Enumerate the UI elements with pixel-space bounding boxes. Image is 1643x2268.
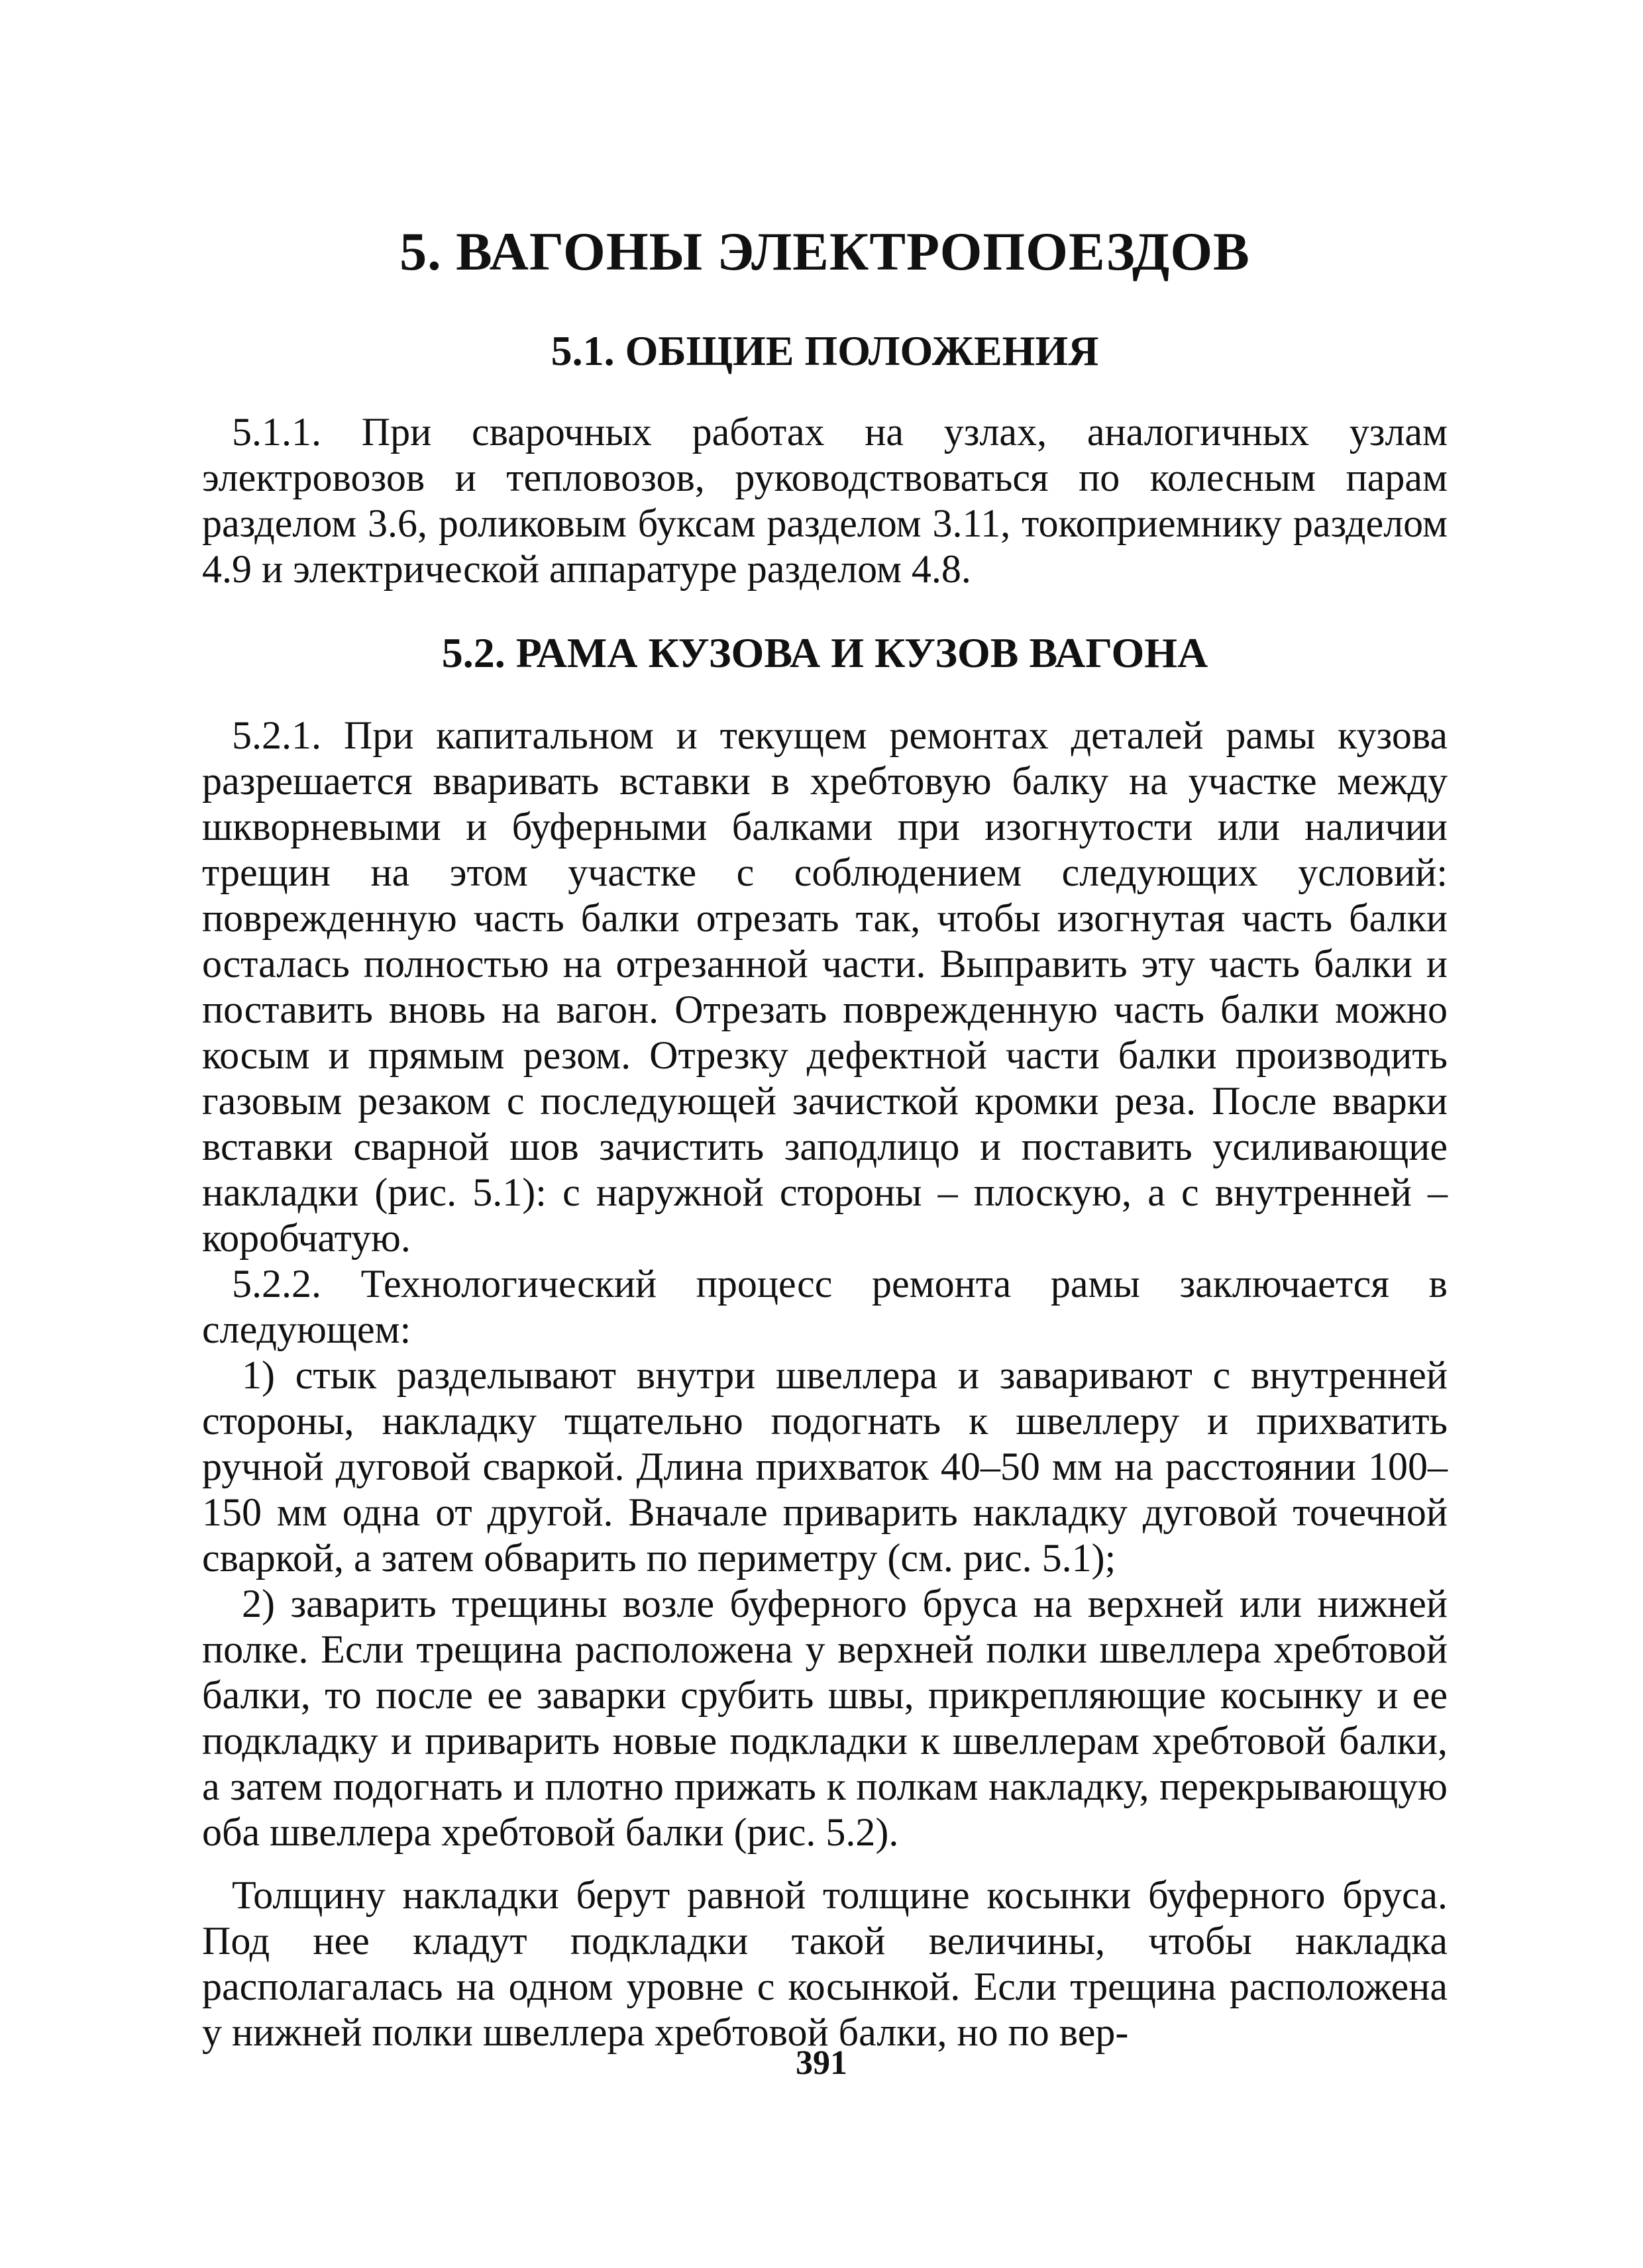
list-item-1: 1) стык разделывают внутри швеллера и заваривают с внутренней стороны, накладку тщательно подогнать к швеллеру и прихватить ручной дуговой сваркой. Длина прихваток 40–50 мм на расстоянии 100–150 мм одна от другой. Вначале приварить накладку дуговой точечной сваркой, а затем обварить по периметру (см. рис. 5.1); [202,1353,1448,1580]
paragraph-overlay-thickness: Толщину накладки берут равной толщине косынки буферного бруса. Под нее кладут подкладки такой величины, чтобы накладка располагалась на одном уровне с косынкой. Если трещина расположена у нижней полки швеллера хребтовой балки, но по вер- [202,1873,1448,2054]
section-heading-5-2: 5.2. РАМА КУЗОВА И КУЗОВ ВАГОНА [441,629,1208,676]
page-number: 391 [796,2044,847,2082]
page-content [202,219,1448,2055]
chapter-title: 5. ВАГОНЫ ЭЛЕКТРОПОЕЗДОВ [399,221,1250,282]
paragraph-5-1-1: 5.1.1. При сварочных работах на узлах, аналогичных узлам электровозов и тепловозов, руководствоваться по колесным парам разделом 3.6, роликовым буксам разделом 3.11, токоприемнику разделом 4.9 и электрической аппаратуре разделом 4.8. [202,410,1448,591]
section-heading-5-1: 5.1. ОБЩИЕ ПОЛОЖЕНИЯ [551,327,1099,374]
paragraph-5-2-1: 5.2.1. При капитальном и текущем ремонтах деталей рамы кузова разрешается вваривать вставки в хребтовую балку на участке между шкворневыми и буферными балками при изогнутости или наличии трещин на этом участке с соблюдением следующих условий: поврежденную часть балки отрезать так, чтобы изогнутая часть балки осталась полностью на отрезанной части. Выправить эту часть балки и поставить вновь на вагон. Отрезать поврежденную часть балки можно косым и прямым резом. Отрезку дефектной части балки производить газовым резаком с последующей зачисткой кромки реза. После вварки вставки сварной шов зачистить заподлицо и поставить усиливающие накладки (рис. 5.1): с наружной стороны – плоскую, а с внутренней – коробчатую. [202,713,1448,1260]
list-item-2: 2) заварить трещины возле буферного бруса на верхней или нижней полке. Если трещина расположена у верхней полки швеллера хребтовой балки, то после ее заварки срубить швы, прикрепляющие косынку и ее подкладку и приварить новые подкладки к швеллерам хребтовой балки, а затем подогнать и плотно прижать к полкам накладку, перекрывающую оба швеллера хребтовой балки (рис. 5.2). [202,1582,1448,1854]
paragraph-5-2-2: 5.2.2. Технологический процесс ремонта рамы заключается в следующем: [202,1262,1448,1351]
